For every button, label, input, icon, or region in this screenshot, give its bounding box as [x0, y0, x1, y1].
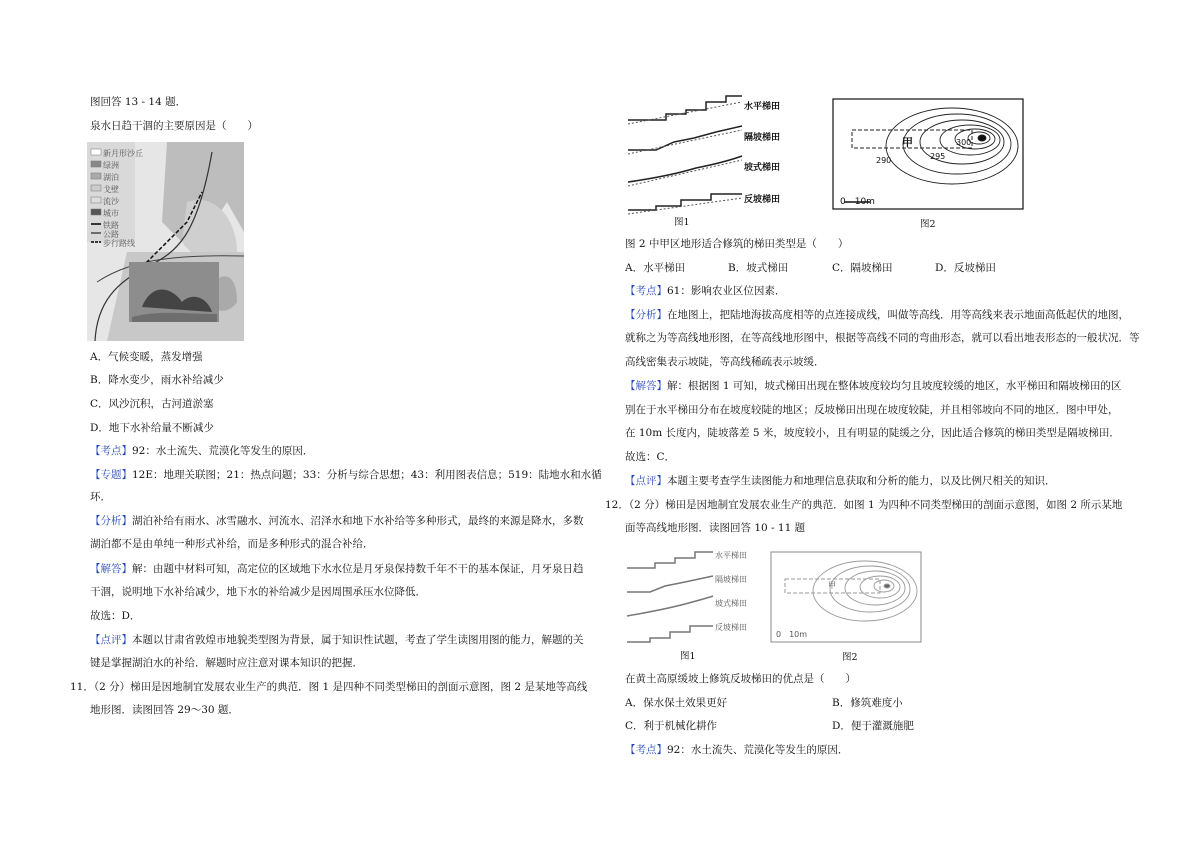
option-b: B．降水变少，雨水补给减少: [90, 374, 224, 386]
contour-map-figure-2-copy: [770, 551, 922, 661]
question-12-line-1: [605, 498, 1122, 512]
dunhuang-map-figure: [87, 142, 244, 341]
question-11-text-1: （2 分）梯田是因地制宜发展农业生产的典范．图 1 是四种不同类型梯田的剖面示意图，图 2 是某地等高线: [93, 681, 588, 693]
right-option-c: C．隔坡梯田: [832, 262, 893, 274]
fig2-copy-jia-label: 甲: [828, 581, 836, 590]
jieda-line-1: [90, 562, 584, 576]
q12-kaodian-text: 92：水土流失、荒漠化等发生的原因．: [667, 744, 849, 756]
terrace-profile-figure-1-copy: [625, 548, 755, 660]
option-d: D．地下水补给量不断减少: [90, 422, 214, 434]
zhuanti-line-2: 环．: [90, 491, 111, 503]
jieda-line-2: 干涸，说明地下水补给减少，地下水的补给减少是因周围承压水位降低．: [90, 586, 426, 598]
fig1-label-alternate: 隔坡梯田: [744, 133, 781, 143]
fig1-copy-label-sloped: 坡式梯田: [715, 599, 747, 608]
question-12-text-2: 在黄土高原缓坡上修筑反坡梯田的优点是（ ）: [625, 673, 856, 685]
fig2-contour-295: 295: [930, 152, 946, 161]
right-jieda-line-2: 别在于水平梯田分布在坡度较陡的地区；反坡梯田出现在坡度较陡，并且相邻坡向不同的地区．图中甲处，: [625, 404, 1119, 416]
right-jieda-text-1: 解：根据图 1 可知，坡式梯田出现在整体坡度较均匀且坡度较缓的地区，水平梯田和隔坡梯田的区: [667, 380, 1122, 392]
q12-kaodian-line: [625, 743, 848, 757]
right-kaodian-line: [625, 284, 785, 298]
right-jieda-line-1: [625, 379, 1121, 393]
dianping-tag: 【点评】: [90, 634, 132, 646]
map-legend-2: 绿洲: [103, 161, 119, 170]
map-legend-3: 湖泊: [103, 173, 119, 182]
right-fenxi-tag: 【分析】: [625, 309, 667, 321]
fig1-label-reverse: 反坡梯田: [744, 195, 781, 205]
fig1-label-sloped: 坡式梯田: [744, 163, 781, 173]
option-a: A．气候变暖，蒸发增强: [90, 351, 203, 363]
fig2-caption: 图2: [920, 219, 936, 230]
right-fenxi-line-2: 就称之为等高线地形图，在等高线地形图中，根据等高线不同的弯曲形态，就可以看出地表形态的一般状况．等: [625, 332, 1140, 344]
map-legend-7: 铁路: [103, 221, 119, 230]
terrace-profile-figure-1: [626, 94, 796, 229]
right-kaodian-text: 61：影响农业区位因素．: [667, 285, 786, 297]
zhuanti-line-1: [90, 468, 602, 482]
q12-option-a: A．保水保土效果更好: [625, 697, 728, 709]
map-legend-9: 步行路线: [103, 239, 135, 248]
question-12-number: 12．: [605, 499, 629, 511]
kaodian-text: 92：水土流失、荒漠化等发生的原因．: [132, 445, 314, 457]
map-legend-8: 公路: [103, 230, 119, 239]
right-option-a: A．水平梯田: [625, 262, 686, 274]
kaodian-tag: 【考点】: [90, 445, 132, 457]
fenxi-line-1: [90, 514, 584, 528]
question-12-text-1: （2 分）梯田是因地制宜发展农业生产的典范．如图 1 为四种不同类型梯田的剖面示意图，如图 2 所示某地: [628, 499, 1123, 511]
right-option-d: D．反坡梯田: [935, 262, 996, 274]
dianping-line-1: [90, 633, 584, 647]
fig1-copy-label-alternate: 隔坡梯田: [715, 575, 747, 584]
fig2-scale: 0 10m: [840, 197, 875, 207]
jieda-tag: 【解答】: [90, 563, 132, 575]
question-fig2: 图 2 中甲区地形适合修筑的梯田类型是（ ）: [625, 238, 849, 250]
fig1-label-level: 水平梯田: [744, 102, 781, 112]
right-option-b: B．坡式梯田: [728, 262, 789, 274]
option-c: C．风沙沉积，古河道淤塞: [90, 398, 214, 410]
zhuanti-tag: 【专题】: [90, 469, 132, 481]
fig2-jia-label: 甲: [902, 136, 913, 149]
fig2-copy-scale: 0 10m: [776, 630, 808, 639]
question-11-number: 11．: [70, 681, 94, 693]
intro-text: 图回答 13 - 14 题．: [90, 96, 187, 108]
right-kaodian-tag: 【考点】: [625, 285, 667, 297]
q12-option-d: D．便于灌溉施肥: [832, 720, 914, 732]
guze-line: 故选：D．: [90, 610, 141, 622]
map-legend-4: 戈壁: [103, 185, 119, 194]
fig2-copy-caption: 图2: [842, 652, 858, 663]
fig2-contour-300: 300: [956, 138, 972, 147]
q12-kaodian-tag: 【考点】: [625, 744, 667, 756]
right-fenxi-line-3: 高线密集表示坡陡，等高线稀疏表示坡缓．: [625, 356, 825, 368]
kaodian-line: [90, 444, 313, 458]
right-fenxi-line-1: [625, 308, 1129, 322]
right-dianping-text: 本题主要考查学生读图能力和地理信息获取和分析的能力，以及比例尺相关的知识．: [667, 475, 1056, 487]
question-11-line-2: 地形图．读图回答 29～30 题．: [90, 704, 239, 716]
right-fenxi-text-1: 在地图上，把陆地海拔高度相等的点连接成线，叫做等高线．用等高线来表示地面高低起伏的地图，: [667, 309, 1129, 321]
map-legend-1: 新月形沙丘: [103, 149, 143, 158]
q12-option-c: C．利于机械化耕作: [625, 720, 718, 732]
question-11-line-1: [70, 680, 587, 694]
q12-option-b: B．修筑难度小: [832, 697, 903, 709]
fig1-copy-label-reverse: 反坡梯田: [715, 623, 747, 632]
zhuanti-text-1: 12E：地理关联图；21：热点问题；33：分析与综合思想；43：利用图表信息；519：陆地水和水循: [132, 469, 602, 481]
right-jieda-tag: 【解答】: [625, 380, 667, 392]
right-jieda-line-3: 在 10m 长度内，陡坡落差 5 米，坡度较小，且有明显的陡缓之分，因此适合修筑的梯田类型是隔坡梯田．: [625, 427, 1120, 439]
fenxi-text-1: 湖泊补给有雨水、冰雪融水、河流水、沼泽水和地下水补给等多种形式，最终的来源是降水，多数: [132, 515, 584, 527]
right-dianping-line: [625, 474, 1056, 488]
right-guze-line: 故选：C．: [625, 451, 676, 463]
fig1-caption: 图1: [674, 217, 690, 228]
fenxi-line-2: 湖泊都不是由单纯一种形式补给，而是多种形式的混合补给．: [90, 538, 374, 550]
fig1-copy-caption: 图1: [680, 651, 696, 662]
dianping-text-1: 本题以甘肃省敦煌市地貌类型图为背景，属于知识性试题，考查了学生读图用图的能力，解题的关: [132, 634, 584, 646]
map-legend-5: 流沙: [103, 197, 119, 206]
question-13: 泉水日趋干涸的主要原因是（ ）: [90, 120, 258, 132]
fenxi-tag: 【分析】: [90, 515, 132, 527]
contour-map-figure-2: [832, 98, 1024, 230]
jieda-text-1: 解：由题中材料可知，高定位的区域地下水水位是月牙泉保持数千年不干的基本保证，月牙泉日趋: [132, 563, 584, 575]
right-dianping-tag: 【点评】: [625, 475, 667, 487]
fig2-contour-290: 290: [876, 156, 892, 165]
question-12-line-2: 面等高线地形图．读图回答 10 - 11 题: [625, 522, 806, 534]
map-legend-6: 城市: [103, 209, 119, 218]
dianping-line-2: 键是掌握湖泊水的补给．解题时应注意对课本知识的把握．: [90, 657, 363, 669]
fig1-copy-label-level: 水平梯田: [715, 551, 747, 560]
